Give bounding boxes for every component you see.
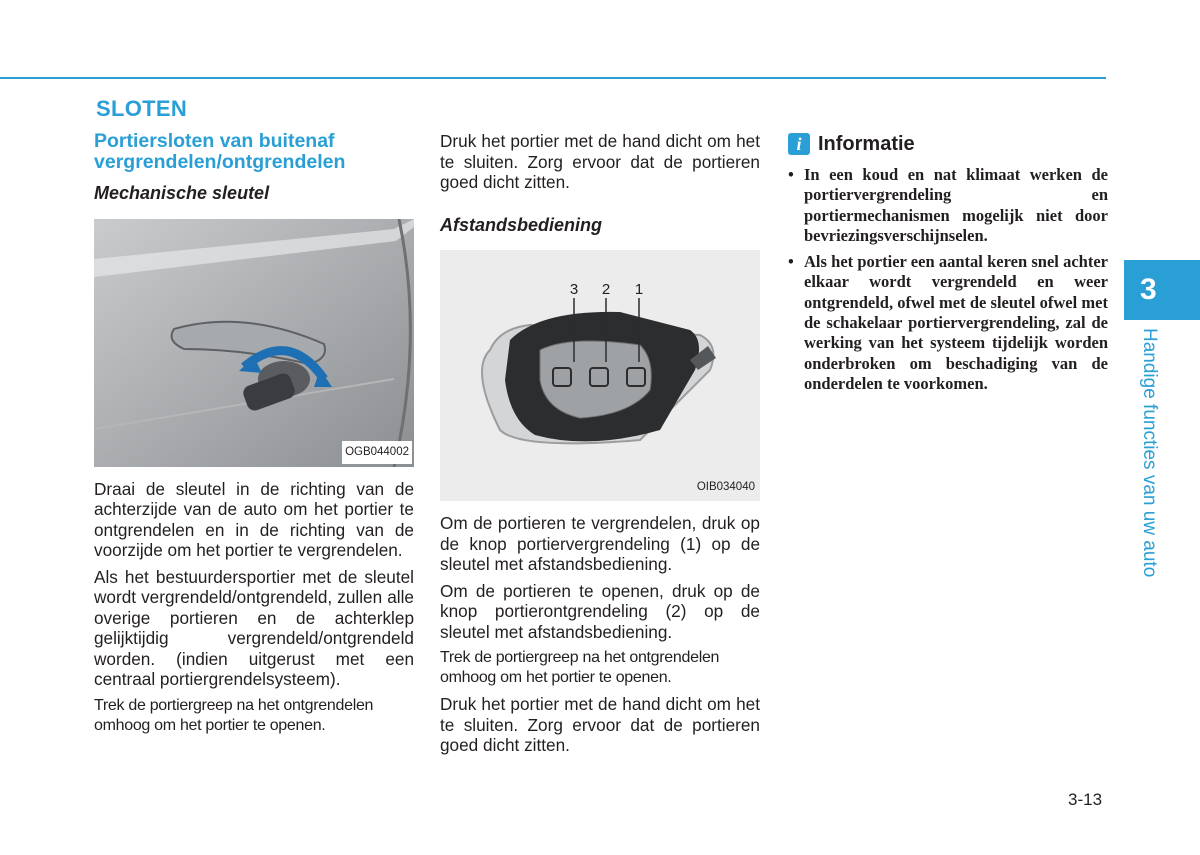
section-title: SLOTEN — [96, 96, 188, 121]
callout-label-3: 3 — [569, 281, 579, 298]
body-paragraph: Druk het portier met de hand dicht om het te sluiten. Zorg ervoor dat de portieren goed dicht zitten. — [440, 131, 760, 192]
body-paragraph: Draai de sleutel in de richting van de achterzijde van de auto om het portier te ontgrendelen en in de richting van de voorzijde om het portier te vergrendelen. — [94, 478, 414, 560]
body-paragraph: Druk het portier met de hand dicht om het te sluiten. Zorg ervoor dat de portieren goed dicht zitten. — [440, 694, 760, 755]
chapter-number-tab: 3 — [1124, 260, 1200, 320]
remote-key-figure — [440, 250, 760, 501]
info-icon: i — [788, 133, 810, 155]
middle-column — [440, 131, 760, 762]
header-rule — [0, 77, 1106, 79]
body-paragraph: Om de portieren te openen, druk op de knop portierontgrendeling (2) op de sleutel met afstandsbediening. — [440, 580, 760, 642]
info-list — [788, 165, 1108, 394]
door-key-illustration — [94, 219, 414, 467]
body-paragraph: Om de portieren te vergrendelen, druk op de knop portiervergrendeling (1) op de sleutel met afstandsbediening. — [440, 513, 760, 574]
info-item: • In een koud en nat klimaat werken de portiervergrendeling en portiermechanismen mogelijk niet door bevriezingsverschijnselen. — [788, 165, 1108, 246]
figure-code: OIB034040 — [696, 480, 755, 493]
left-column — [94, 131, 414, 742]
chapter-title: Handige functies van uw auto — [1139, 328, 1160, 578]
door-handle-key-figure — [94, 219, 414, 467]
page-number: 3-13 — [1068, 790, 1103, 809]
subsection-heading: Portiersloten van buitenaf vergrendelen/ontgrendelen — [94, 130, 346, 173]
info-item: • Als het portier een aantal keren snel achter elkaar wordt vergrendeld en weer ontgrendeld, ofwel met de sleutel ofwel met de schakelaar portiervergrendeling, zal de werking van het systeem tijdelijk worden onderbroken om beschadiging van de onderdelen te voorkomen. — [788, 252, 1108, 394]
remote-key-illustration — [440, 250, 760, 501]
info-title: Informatie — [818, 132, 915, 155]
body-paragraph: Trek de portiergreep na het ontgrendelen omhoog om het portier te openen. — [94, 696, 374, 734]
mechanical-key-heading: Mechanische sleutel — [94, 183, 270, 203]
callout-label-1: 1 — [634, 281, 644, 298]
info-header — [788, 133, 1108, 155]
figure-code: OGB044002 — [342, 441, 412, 464]
body-paragraph: Trek de portiergreep na het ontgrendelen omhoog om het portier te openen. — [440, 649, 720, 686]
callout-label-2: 2 — [601, 281, 611, 298]
info-box — [788, 133, 1108, 400]
body-paragraph: Als het bestuurdersportier met de sleutel wordt vergrendeld/ontgrendeld, zullen alle overige portieren en de achterklep gelijktijdig vergrendeld/ontgrendeld worden. (indien uitgerust met een centraal portiergrendelsysteem). — [94, 566, 414, 689]
remote-key-heading: Afstandsbediening — [440, 214, 603, 235]
